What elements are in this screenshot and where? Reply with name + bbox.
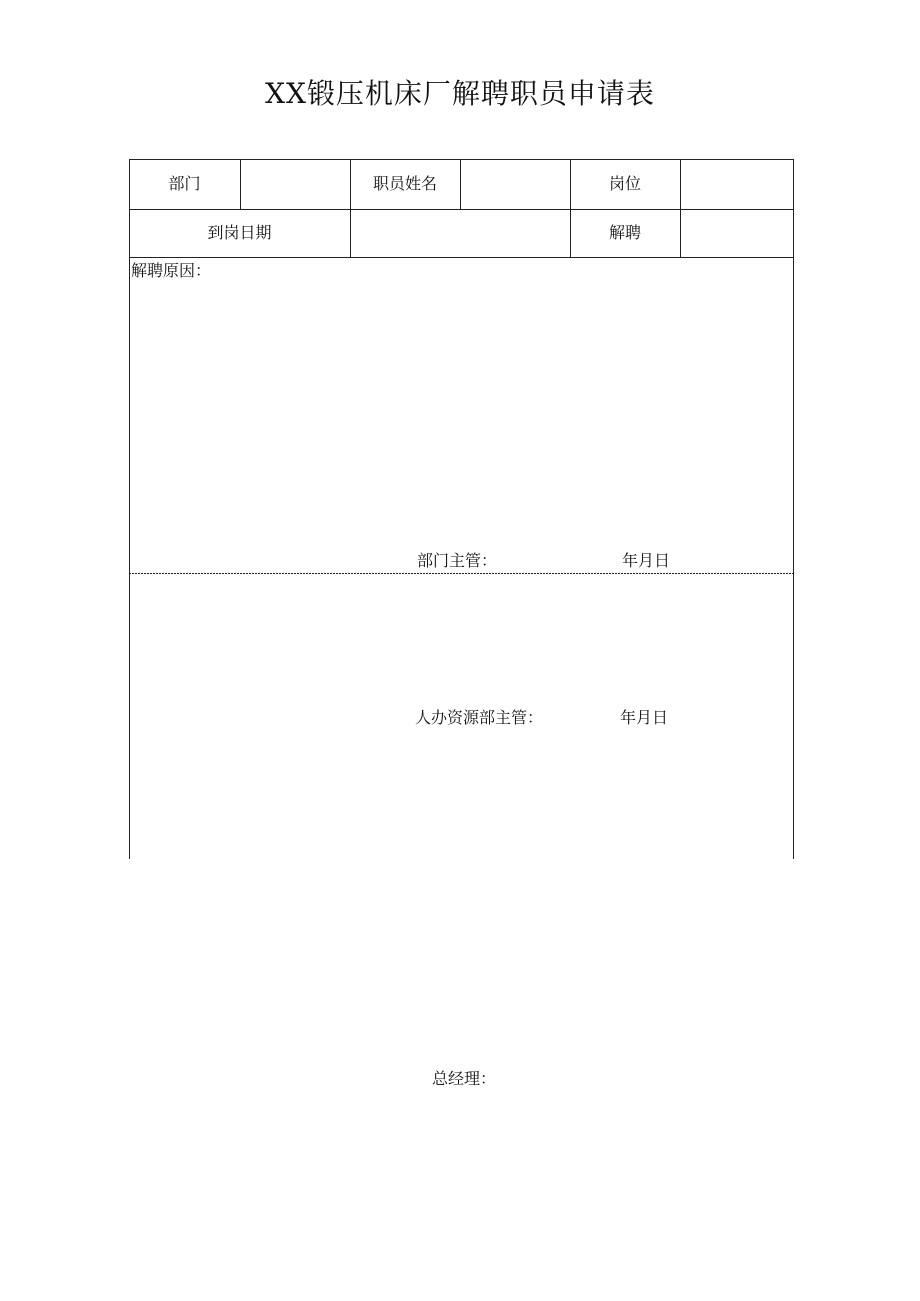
employee-name-label: 职员姓名: [372, 174, 437, 193]
dismiss-label: 解聘: [608, 223, 641, 242]
reason-bottom-border: [129, 573, 794, 574]
department-field[interactable]: [240, 174, 350, 194]
row1-bottom-border: [129, 209, 794, 210]
employee-name-field[interactable]: [460, 174, 570, 194]
position-label: 岗位: [608, 174, 641, 193]
hr-supervisor-date: 年月日: [620, 708, 669, 727]
dismissal-reason-label: 解聘原因：: [131, 261, 212, 280]
row2-bottom-border: [129, 257, 794, 258]
general-manager-label: 总经理：: [432, 1069, 497, 1088]
form-left-border: [129, 159, 130, 859]
department-supervisor-date: 年月日: [622, 551, 671, 570]
form-top-border: [129, 159, 794, 160]
position-field[interactable]: [680, 174, 793, 194]
form-right-border: [793, 159, 794, 859]
page-title: XX锻压机床厂解聘职员申请表: [265, 77, 655, 110]
department-label: 部门: [168, 174, 201, 193]
onboard-date-field[interactable]: [350, 223, 570, 243]
department-supervisor-label: 部门主管：: [417, 551, 498, 570]
dismissal-form: [129, 159, 794, 859]
hr-supervisor-label: 人办资源部主管：: [415, 708, 544, 727]
onboard-date-label: 到岗日期: [207, 223, 272, 242]
dismiss-field[interactable]: [680, 223, 793, 243]
